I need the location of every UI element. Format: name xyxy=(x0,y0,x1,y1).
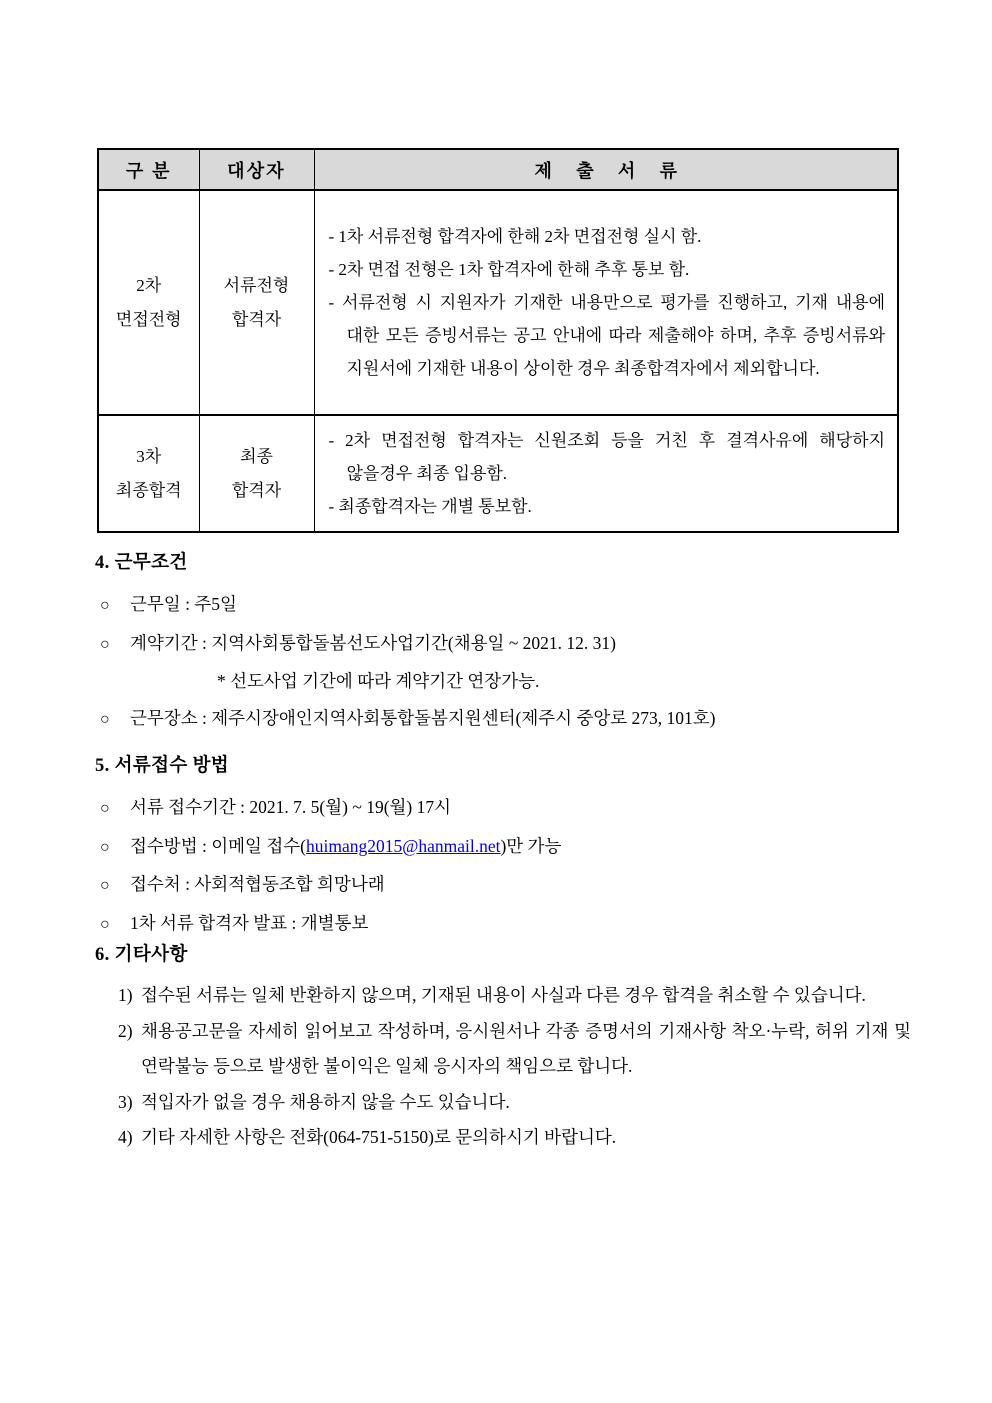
list-item-text: 근무일 : 주5일 xyxy=(130,594,237,614)
circle-bullet-icon: ○ xyxy=(100,597,110,614)
cell-target xyxy=(199,190,314,415)
section-other-notes xyxy=(95,942,911,1156)
header-target: 대상자 xyxy=(199,149,314,190)
contract-extension-note: * 선도사업 기간에 따라 계약기간 연장가능. xyxy=(217,671,540,691)
list-item-text: 서류 접수기간 : 2021. 7. 5(월) ~ 19(월) 17시 xyxy=(130,797,452,817)
document-item: - 2차 면접 전형은 1차 합격자에 한해 추후 통보 함. xyxy=(328,260,690,279)
table-row xyxy=(98,190,898,415)
target-line: 합격자 xyxy=(231,309,282,329)
list-item-text: 계약기간 : 지역사회통합돌봄선도사업기간(채용일 ~ 2021. 12. 31) xyxy=(130,632,616,653)
submission-documents-table xyxy=(97,148,899,533)
category-line: 면접전형 xyxy=(115,309,182,329)
circle-bullet-icon: ○ xyxy=(100,877,110,894)
cell-category xyxy=(98,415,199,532)
list-item-text: 접수처 : 사회적협동조합 희망나래 xyxy=(130,874,385,894)
numbered-item-text: 적입자가 없을 경우 채용하지 않을 수도 있습니다. xyxy=(141,1091,510,1112)
circle-bullet-icon: ○ xyxy=(100,838,110,856)
section-heading: 6. 기타사항 xyxy=(95,945,188,965)
list-item-text-before: 접수방법 : 이메일 접수( xyxy=(130,835,306,856)
list-item xyxy=(100,586,911,625)
list-item-text-after: )만 가능 xyxy=(500,835,562,856)
list-item xyxy=(100,828,911,867)
list-item xyxy=(100,905,911,944)
list-item xyxy=(100,625,911,664)
document-item: - 최종합격자는 개별 통보함. xyxy=(328,497,532,516)
section-heading: 4. 근무조건 xyxy=(95,553,188,573)
item-number: 3) xyxy=(118,1091,133,1112)
circle-bullet-icon: ○ xyxy=(100,800,110,817)
header-category: 구 분 xyxy=(98,149,199,190)
numbered-item xyxy=(118,1085,911,1121)
table-row xyxy=(98,415,898,532)
numbered-item xyxy=(118,978,911,1014)
item-number: 4) xyxy=(118,1127,133,1147)
target-line: 합격자 xyxy=(231,480,282,500)
numbered-item xyxy=(118,1120,911,1156)
target-line: 서류전형 xyxy=(223,275,290,295)
document-item: - 서류전형 시 지원자가 기재한 내용만으로 평가를 진행하고, 기재 내용에 대한 모든 증빙서류는 공고 안내에 따라 제출해야 하며, 추후 증빙서류와 지원서에 기재한 내용이 상이한 경우 최종합격자에서 제외합니다. xyxy=(328,293,885,378)
cell-category xyxy=(98,190,199,415)
list-item-text: 근무장소 : 제주시장애인지역사회통합돌봄지원센터(제주시 중앙로 273, 101호) xyxy=(130,707,716,728)
numbered-item-text: 접수된 서류는 일체 반환하지 않으며, 기재된 내용이 사실과 다른 경우 합격을 취소할 수 있습니다. xyxy=(141,985,866,1005)
email-link[interactable]: huimang2015@hanmail.net xyxy=(305,835,501,856)
header-documents: 제 출 서 류 xyxy=(314,149,898,190)
circle-bullet-icon: ○ xyxy=(100,710,110,728)
document-item: - 1차 서류전형 합격자에 한해 2차 면접전형 실시 함. xyxy=(328,227,702,246)
item-number: 2) xyxy=(118,1020,133,1041)
item-number: 1) xyxy=(118,985,133,1005)
list-item-text: 1차 서류 합격자 발표 : 개별통보 xyxy=(130,912,369,933)
numbered-item-text: 채용공고문을 자세히 읽어보고 작성하며, 응시원서나 각종 증명서의 기재사항 착오·누락, 허위 기재 및 연락불능 등으로 발생한 불이익은 일체 응시자의 책임으로 합니다. xyxy=(141,1020,911,1076)
section-submission-method xyxy=(95,753,911,943)
numbered-item-text: 기타 자세한 사항은 전화(064-751-5150)로 문의하시기 바랍니다. xyxy=(141,1127,617,1147)
circle-bullet-icon: ○ xyxy=(100,915,110,933)
list-item xyxy=(100,866,911,905)
circle-bullet-icon: ○ xyxy=(100,635,110,653)
section-working-conditions xyxy=(95,550,911,738)
category-line: 2차 xyxy=(136,275,162,295)
category-line: 3차 xyxy=(136,446,162,466)
list-item xyxy=(100,789,911,828)
numbered-item xyxy=(118,1014,911,1085)
category-line: 최종합격 xyxy=(115,480,182,500)
document-item: - 2차 면접전형 합격자는 신원조회 등을 거친 후 결격사유에 해당하지 않을경우 최종 입용함. xyxy=(328,431,885,483)
cell-documents xyxy=(314,190,898,415)
table-header-row xyxy=(98,149,898,190)
section-heading: 5. 서류접수 방법 xyxy=(95,756,230,776)
cell-target xyxy=(199,415,314,532)
list-item xyxy=(100,700,911,739)
cell-documents xyxy=(314,415,898,532)
target-line: 최종 xyxy=(240,446,273,466)
